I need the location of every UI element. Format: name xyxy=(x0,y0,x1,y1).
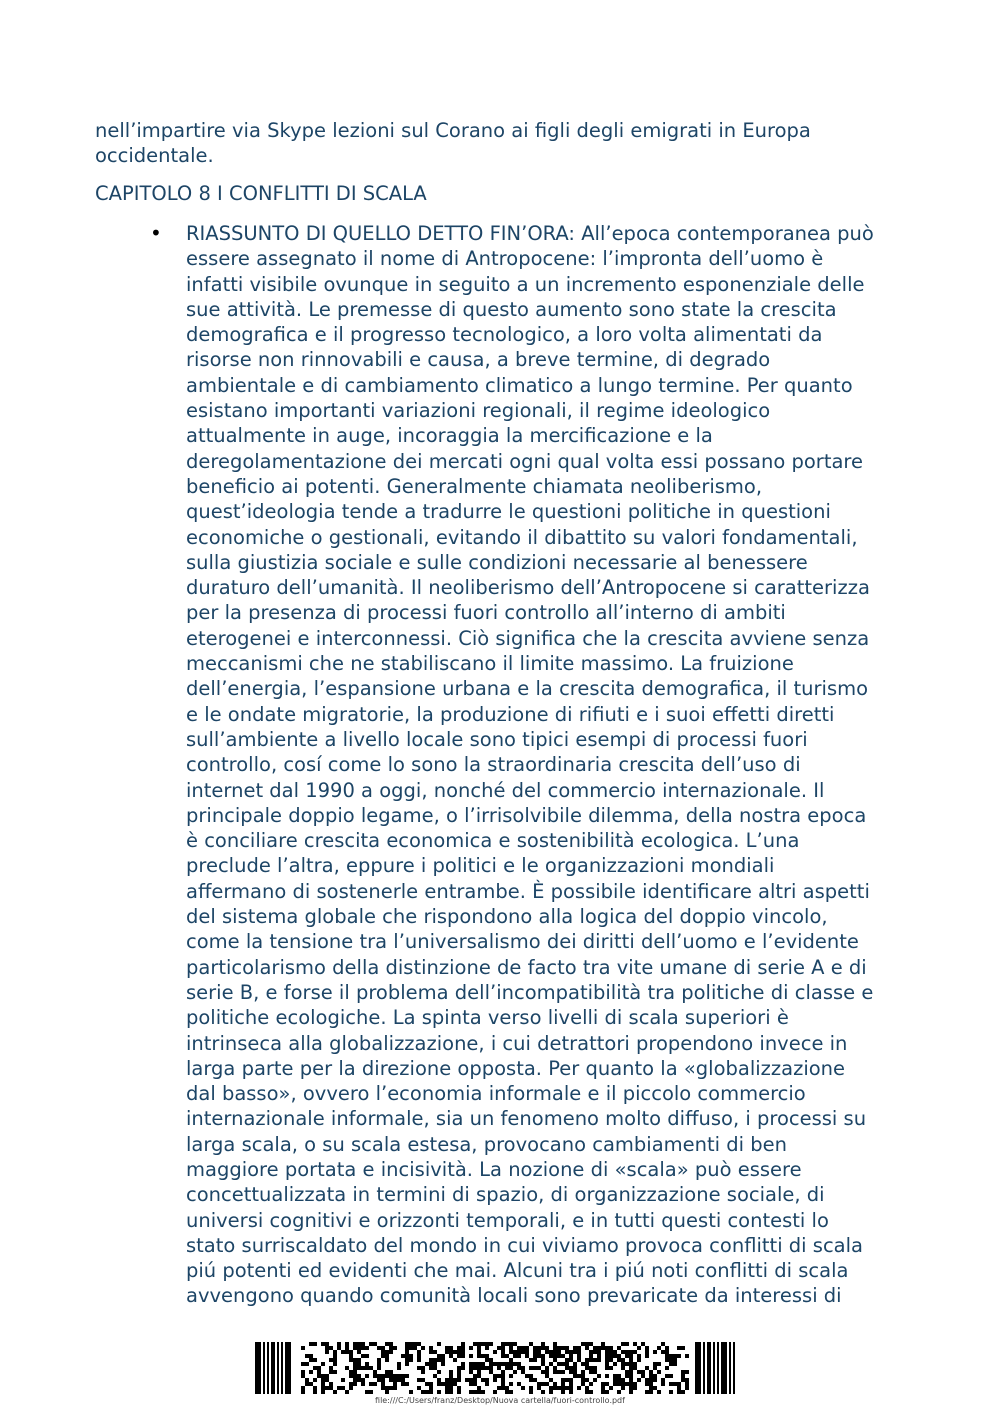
paragraph-line: serie B, e forse il problema dell’incompatibilità tra politiche di classe e xyxy=(186,980,874,1004)
paragraph-line: sulla giustizia sociale e sulle condizioni necessarie al benessere xyxy=(186,550,808,574)
paragraph-line: piú potenti ed evidenti che mai. Alcuni tra i piú noti conflitti di scala xyxy=(186,1259,849,1283)
paragraph-line: politiche ecologiche. La spinta verso livelli di scala superiori è xyxy=(186,1006,789,1030)
paragraph-line: sull’ambiente a livello locale sono tipici esempi di processi fuori xyxy=(186,727,808,751)
paragraph-line: larga parte per la direzione opposta. Per quanto la «globalizzazione xyxy=(186,1056,846,1080)
paragraph-line: sue attività. Le premesse di questo aumento sono state la crescita xyxy=(186,297,837,321)
paragraph-line: eterogenei e interconnessi. Ciò significa che la crescita avviene senza xyxy=(186,626,870,650)
bullet-marker: • xyxy=(150,221,162,245)
paragraph-line: essere assegnato il nome di Antropocene: l’impronta dell’uomo è xyxy=(186,247,824,271)
paragraph-line: duraturo dell’umanità. Il neoliberismo dell’Antropocene si caratterizza xyxy=(186,576,870,600)
paragraph-line: dell’energia, l’espansione urbana e la crescita demografica, il turismo xyxy=(186,677,869,701)
paragraph-line: demografica e il progresso tecnologico, a loro volta alimentati da xyxy=(186,323,823,347)
intro-paragraph xyxy=(95,118,915,169)
paragraph-line: universi cognitivi e orizzonti temporali, e in tutti questi contesti lo xyxy=(186,1208,829,1232)
paragraph-line: ambientale e di cambiamento climatico a lungo termine. Per quanto xyxy=(186,373,853,397)
paragraph-line: risorse non rinnovabili e causa, a breve termine, di degrado xyxy=(186,348,771,372)
paragraph-line: meccanismi che ne stabiliscano il limite massimo. La fruizione xyxy=(186,652,794,676)
paragraph-line: internazionale informale, sia un fenomeno molto diffuso, i processi su xyxy=(186,1107,867,1131)
barcode-image xyxy=(255,1342,735,1394)
paragraph-line: attualmente in auge, incoraggia la mercificazione e la xyxy=(186,424,713,448)
paragraph-line: e le ondate migratorie, la produzione di rifiuti e i suoi effetti diretti xyxy=(186,702,835,726)
paragraph-line: esistano importanti variazioni regionali, il regime ideologico xyxy=(186,399,771,423)
intro-line-2: occidentale. xyxy=(95,144,214,168)
paragraph-line: economiche o gestionali, evitando il dibattito su valori fondamentali, xyxy=(186,525,858,549)
paragraph-line: avvengono quando comunità locali sono prevaricate da interessi di xyxy=(186,1284,842,1308)
paragraph-line: maggiore portata e incisività. La nozione di «scala» può essere xyxy=(186,1157,802,1181)
paragraph-line: deregolamentazione dei mercati ogni qual volta essi possano portare xyxy=(186,449,863,473)
paragraph-line: larga scala, o su scala estesa, provocano cambiamenti di ben xyxy=(186,1132,787,1156)
paragraph-line: RIASSUNTO DI QUELLO DETTO FIN’ORA: All’epoca contemporanea può xyxy=(186,222,874,245)
paragraph-line: affermano di sostenerle entrambe. È possibile identificare altri aspetti xyxy=(186,879,870,903)
paragraph-line: come la tensione tra l’universalismo dei diritti dell’uomo e l’evidente xyxy=(186,930,859,954)
paragraph-line: è conciliare crescita economica e sostenibilità ecologica. L’una xyxy=(186,829,800,853)
paragraph-line: quest’ideologia tende a tradurre le questioni politiche in questioni xyxy=(186,500,831,524)
paragraph-line: concettualizzata in termini di spazio, di organizzazione sociale, di xyxy=(186,1183,825,1207)
summary-paragraph xyxy=(186,221,906,1309)
paragraph-line: del sistema globale che rispondono alla logica del doppio vincolo, xyxy=(186,905,828,929)
paragraph-line: intrinseca alla globalizzazione, i cui detrattori propendono invece in xyxy=(186,1031,848,1055)
paragraph-line: infatti visibile ovunque in seguito a un incremento esponenziale delle xyxy=(186,272,865,296)
footer-file-path: file:///C:/Users/franz/Desktop/Nuova cartella/fuori-controllo.pdf xyxy=(375,1396,625,1405)
intro-line-1: nell’impartire via Skype lezioni sul Corano ai figli degli emigrati in Europa xyxy=(95,119,811,142)
paragraph-line: preclude l’altra, eppure i politici e le organizzazioni mondiali xyxy=(186,854,775,878)
paragraph-line: principale doppio legame, o l’irrisolvibile dilemma, della nostra epoca xyxy=(186,803,867,827)
paragraph-line: stato surriscaldato del mondo in cui viviamo provoca conflitti di scala xyxy=(186,1233,863,1257)
paragraph-line: per la presenza di processi fuori controllo all’interno di ambiti xyxy=(186,601,786,625)
paragraph-line: controllo, cosí come lo sono la straordinaria crescita dell’uso di xyxy=(186,753,801,777)
paragraph-line: particolarismo della distinzione de facto tra vite umane di serie A e di xyxy=(186,955,867,979)
chapter-heading: CAPITOLO 8 I CONFLITTI DI SCALA xyxy=(95,182,427,205)
paragraph-line: beneficio ai potenti. Generalmente chiamata neoliberismo, xyxy=(186,474,763,498)
paragraph-line: internet dal 1990 a oggi, nonché del commercio internazionale. Il xyxy=(186,778,825,802)
paragraph-line: dal basso», ovvero l’economia informale e il piccolo commercio xyxy=(186,1082,806,1106)
